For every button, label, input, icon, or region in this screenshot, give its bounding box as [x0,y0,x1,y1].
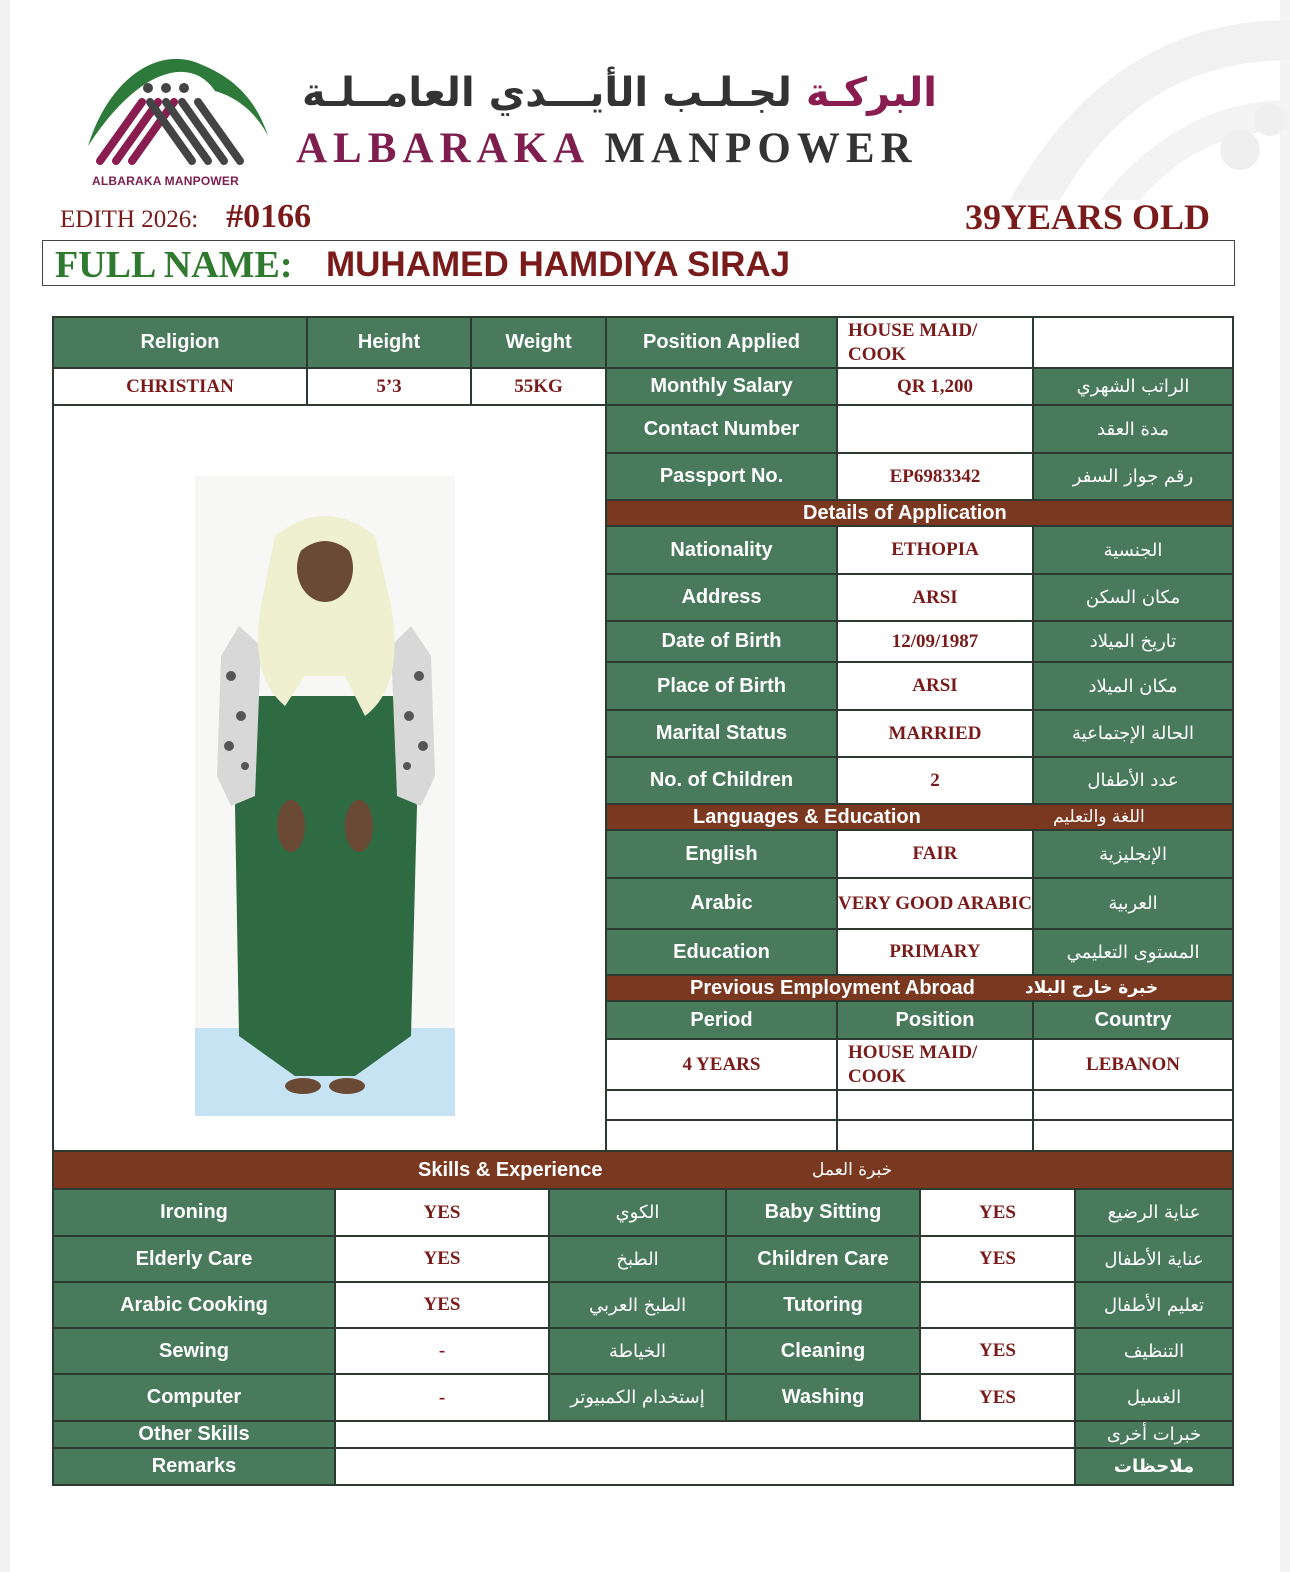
edition-code: #0166 [226,198,312,235]
address-arabic: مكان السكن [1032,573,1234,622]
skill-value [919,1281,1076,1329]
religion-value: CHRISTIAN [52,367,308,406]
arabic-label: Arabic [605,877,838,930]
weight-header: Weight [470,316,607,369]
marital-status-label: Marital Status [605,709,838,758]
skills-title-arabic: خبرة العمل [812,1160,893,1180]
position-applied-value: HOUSE MAID/ COOK [836,316,1034,369]
age-label: 39YEARS OLD [964,197,1210,237]
children-count-arabic: عدد الأطفال [1032,756,1234,805]
passport-value: EP6983342 [836,452,1034,501]
education-value: PRIMARY [836,928,1034,976]
passport-arabic: رقم جواز السفر [1032,452,1234,501]
monthly-salary-arabic: الراتب الشهري [1032,367,1234,406]
skill-value: YES [334,1281,550,1329]
skill-arabic: الطبخ [548,1235,727,1283]
employment-empty-cell [1032,1119,1234,1152]
page-right-edge [1280,0,1290,1572]
brand-english-part1: ALBARAKA [296,125,588,172]
height-header: Height [306,316,472,369]
skill-value: YES [919,1235,1076,1283]
education-arabic: المستوى التعليمي [1032,928,1234,976]
nationality-value: ETHOPIA [836,525,1034,575]
brand-name-arabic [292,70,947,116]
english-label: English [605,829,838,879]
employment-title: Previous Employment Abroad [690,976,975,999]
marital-status-arabic: الحالة الإجتماعية [1032,709,1234,758]
employment-position-value: HOUSE MAID/ COOK [836,1038,1034,1091]
employment-empty-cell [1032,1089,1234,1121]
other-skills-label: Other Skills [52,1420,336,1449]
english-arabic: الإنجليزية [1032,829,1234,879]
employment-section-header [605,974,1234,1002]
brand-name-english [296,124,918,173]
employment-empty-cell [836,1089,1034,1121]
other-skills-value [334,1420,1076,1449]
brand-arabic-part2: لجـلـب الأيـــدي العامــلـة [301,70,792,116]
skill-value: YES [919,1327,1076,1375]
skill-value: - [334,1373,550,1422]
skill-arabic: التنظيف [1074,1327,1234,1375]
date-of-birth-arabic: تاريخ الميلاد [1032,620,1234,663]
skill-value: YES [919,1188,1076,1237]
skill-value: YES [334,1188,550,1237]
employment-position-header: Position [836,1000,1034,1040]
skill-label: Ironing [52,1188,336,1237]
skill-arabic: الخياطة [548,1327,727,1375]
skill-arabic: عناية الأطفال [1074,1235,1234,1283]
skill-label: Washing [725,1373,921,1422]
skills-title: Skills & Experience [418,1158,603,1181]
nationality-arabic: الجنسية [1032,525,1234,575]
skill-arabic: الغسيل [1074,1373,1234,1422]
logo-caption: ALBARAKA MANPOWER [92,174,239,188]
religion-header: Religion [52,316,308,369]
employment-empty-cell [605,1119,838,1152]
skill-value: - [334,1327,550,1375]
page-left-edge [0,0,10,1572]
skill-label: Elderly Care [52,1235,336,1283]
period-header: Period [605,1000,838,1040]
applicant-photo [195,476,455,1116]
address-label: Address [605,573,838,622]
skill-value: YES [334,1235,550,1283]
skill-label: Cleaning [725,1327,921,1375]
monthly-salary-value: QR 1,200 [836,367,1034,406]
remarks-value [334,1447,1076,1486]
height-value: 5’3 [306,367,472,406]
other-skills-arabic: خبرات أخرى [1074,1420,1234,1449]
full-name-box [42,240,1235,286]
skill-label: Children Care [725,1235,921,1283]
place-of-birth-value: ARSI [836,661,1034,711]
country-header: Country [1032,1000,1234,1040]
skill-arabic: الكوي [548,1188,727,1237]
skill-arabic: تعليم الأطفال [1074,1281,1234,1329]
full-name-value: MUHAMED HAMDIYA SIRAJ [326,245,791,284]
remarks-label: Remarks [52,1447,336,1486]
date-of-birth-label: Date of Birth [605,620,838,663]
brand-english-part2: MANPOWER [604,125,918,172]
skill-arabic: الطبخ العربي [548,1281,727,1329]
nationality-label: Nationality [605,525,838,575]
edition-line [60,198,311,236]
place-of-birth-arabic: مكان الميلاد [1032,661,1234,711]
place-of-birth-label: Place of Birth [605,661,838,711]
languages-section-header [605,803,1234,831]
education-label: Education [605,928,838,976]
address-value: ARSI [836,573,1034,622]
skill-label: Arabic Cooking [52,1281,336,1329]
background-arc-decoration [990,0,1290,200]
passport-label: Passport No. [605,452,838,501]
languages-title: Languages & Education [693,805,921,828]
albaraka-logo [80,36,280,192]
marital-status-value: MARRIED [836,709,1034,758]
employment-country-value: LEBANON [1032,1038,1234,1091]
skill-label: Tutoring [725,1281,921,1329]
languages-title-arabic: اللغة والتعليم [1053,807,1145,827]
details-title: Details of Application [803,501,1007,524]
skill-label: Sewing [52,1327,336,1375]
skill-label: Computer [52,1373,336,1422]
position-applied-label: Position Applied [605,316,838,369]
arabic-arabic: العربية [1032,877,1234,930]
full-name-label: FULL NAME: [55,244,293,286]
employment-period-value: 4 YEARS [605,1038,838,1091]
details-section-header [605,499,1234,527]
remarks-arabic: ملاحظات [1074,1447,1234,1486]
english-value: FAIR [836,829,1034,879]
position-applied-arabic [1032,316,1234,369]
contact-number-label: Contact Number [605,404,838,454]
employment-empty-cell [836,1119,1034,1152]
contact-number-arabic: مدة العقد [1032,404,1234,454]
contact-number-value [836,404,1034,454]
edition-label: EDITH 2026: [60,206,199,233]
children-count-label: No. of Children [605,756,838,805]
skills-section-header [52,1150,1234,1190]
skill-arabic: إستخدام الكمبيوتر [548,1373,727,1422]
skill-arabic: عناية الرضيع [1074,1188,1234,1237]
employment-title-arabic: خبرة خارج البلاد [1025,978,1159,998]
employment-empty-cell [605,1089,838,1121]
monthly-salary-label: Monthly Salary [605,367,838,406]
weight-value: 55KG [470,367,607,406]
skill-value: YES [919,1373,1076,1422]
brand-arabic-part1: البركـة [805,70,938,116]
date-of-birth-value: 12/09/1987 [836,620,1034,663]
children-count-value: 2 [836,756,1034,805]
skill-label: Baby Sitting [725,1188,921,1237]
arabic-value: VERY GOOD ARABIC [836,877,1034,930]
